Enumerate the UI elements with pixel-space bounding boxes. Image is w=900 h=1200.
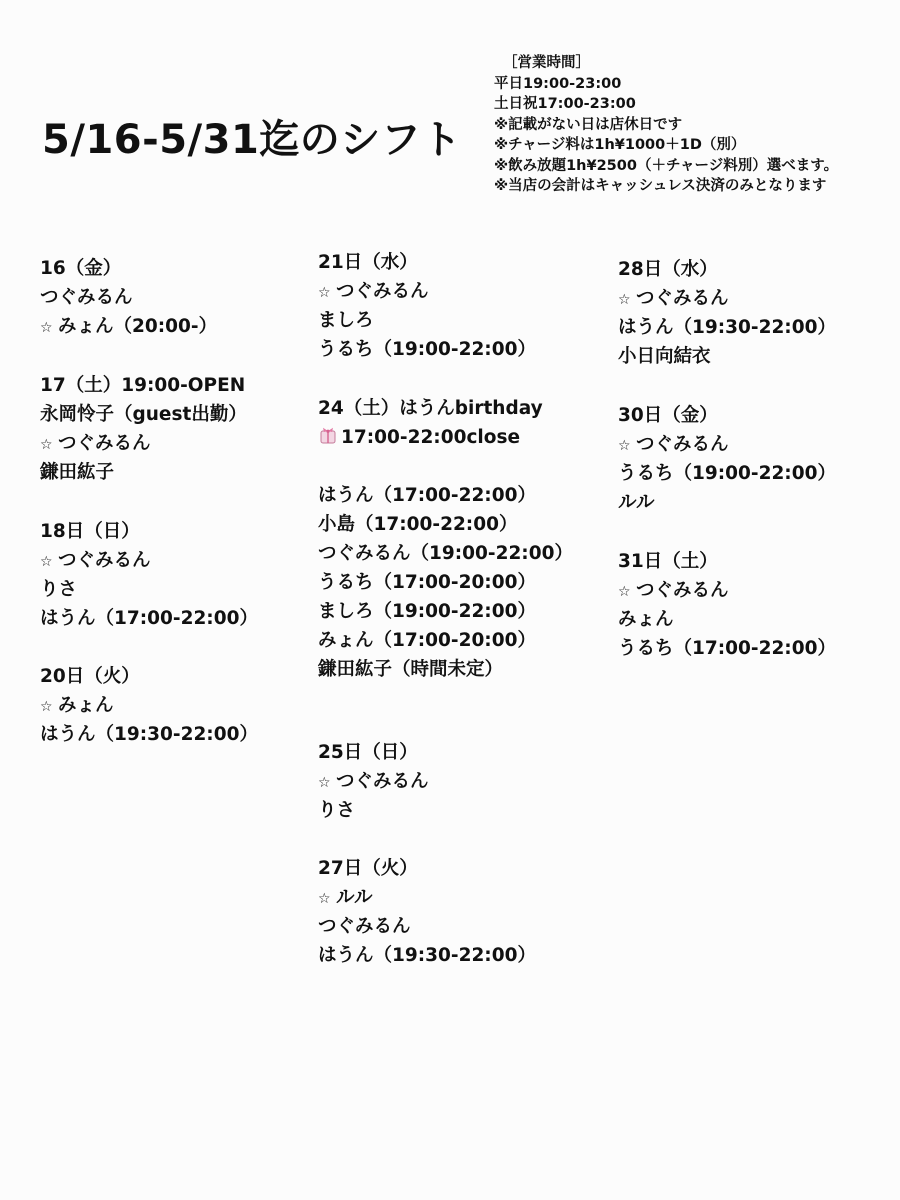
staff-entry — [318, 335, 536, 364]
staff-entry — [618, 342, 836, 371]
staff-entry — [618, 634, 836, 663]
staff-entry — [318, 626, 573, 655]
star-icon: ☆ — [318, 285, 331, 301]
staff-name: 小島（17:00-22:00） — [318, 514, 518, 535]
day-header: 21日（水） — [318, 252, 418, 273]
charge-note: ※チャージ料は1h¥1000＋1D（別） — [494, 137, 746, 153]
staff-entry — [40, 283, 217, 312]
staff-name: つぐみるん — [58, 550, 151, 571]
staff-entry — [318, 539, 573, 568]
staff-entry — [318, 306, 536, 335]
staff-entry — [40, 429, 247, 458]
staff-name: つぐみるん（19:00-22:00） — [318, 543, 573, 564]
day-block-21 — [318, 248, 536, 364]
staff-name: つぐみるん — [636, 580, 729, 601]
staff-entry — [318, 481, 573, 510]
business-hours-heading: ［営業時間］ — [503, 55, 590, 71]
day-block-18 — [40, 517, 258, 633]
staff-entry — [40, 312, 217, 341]
staff-name: つぐみるん — [318, 916, 411, 937]
staff-entry — [40, 458, 247, 487]
staff-entry — [318, 277, 536, 306]
staff-name: 鎌田紘子 — [40, 462, 115, 483]
staff-name: つぐみるん — [40, 287, 133, 308]
staff-entry — [618, 605, 836, 634]
day-header: 17（土）19:00-OPEN — [40, 375, 246, 396]
staff-entry — [318, 510, 573, 539]
staff-entry — [40, 604, 258, 633]
staff-name: はうん（17:00-22:00） — [40, 608, 258, 629]
day-block-16 — [40, 254, 217, 341]
staff-name: つぐみるん — [336, 281, 429, 302]
staff-name: 永岡怜子（guest出勤） — [40, 404, 247, 425]
star-icon: ☆ — [40, 699, 53, 715]
blank-line — [318, 452, 573, 481]
page-title: 5/16-5/31迄のシフト — [42, 117, 462, 163]
staff-name: はうん（19:30-22:00） — [40, 724, 258, 745]
staff-entry — [318, 796, 429, 825]
day-header: 25日（日） — [318, 742, 418, 763]
staff-entry — [318, 883, 536, 912]
star-icon: ☆ — [618, 292, 631, 308]
star-icon: ☆ — [318, 891, 331, 907]
staff-entry — [618, 284, 836, 313]
day-header: 16（金） — [40, 258, 122, 279]
business-hours-info — [494, 53, 838, 197]
day-header: 18日（日） — [40, 521, 140, 542]
day-header: 24（土）はうんbirthday — [318, 398, 543, 419]
staff-name: ましろ — [318, 310, 374, 331]
staff-entry — [318, 767, 429, 796]
staff-name: りさ — [40, 579, 78, 600]
staff-name: つぐみるん — [336, 771, 429, 792]
day-header: 31日（土） — [618, 551, 718, 572]
day-block-25 — [318, 738, 429, 825]
closed-day-note: ※記載がない日は店休日です — [494, 116, 683, 133]
staff-name: うるち（19:00-22:00） — [618, 463, 836, 484]
staff-name: うるち（17:00-22:00） — [618, 638, 836, 659]
staff-name: うるち（17:00-20:00） — [318, 572, 536, 593]
staff-entry — [318, 912, 536, 941]
staff-name: りさ — [318, 800, 356, 821]
staff-entry — [40, 720, 258, 749]
staff-name: みょん — [58, 695, 114, 716]
day-header: 28日（水） — [618, 259, 718, 280]
day-header: 20日（火） — [40, 666, 140, 687]
staff-name: うるち（19:00-22:00） — [318, 339, 536, 360]
staff-entry — [40, 400, 247, 429]
star-icon: ☆ — [618, 438, 631, 454]
cashless-note: ※当店の会計はキャッシュレス決済のみとなります — [494, 178, 827, 194]
weekday-hours: 平日19:00-23:00 — [494, 75, 622, 92]
staff-name: はうん（17:00-22:00） — [318, 485, 536, 506]
staff-name: つぐみるん — [636, 434, 729, 455]
day-block-24 — [318, 394, 573, 684]
star-icon: ☆ — [40, 320, 53, 336]
staff-name: 小日向結衣 — [618, 346, 711, 367]
staff-entry — [318, 941, 536, 970]
ribbon-icon — [318, 427, 338, 445]
day-note-text: 17:00-22:00close — [341, 427, 521, 448]
staff-name: つぐみるん — [636, 288, 729, 309]
staff-entry — [618, 313, 836, 342]
staff-name: はうん（19:30-22:00） — [318, 945, 536, 966]
day-block-17 — [40, 371, 247, 487]
staff-name: みょん — [618, 609, 674, 630]
weekend-holiday-hours: 土日祝17:00-23:00 — [494, 96, 636, 112]
staff-entry — [318, 597, 573, 626]
staff-name: 鎌田紘子（時間未定） — [318, 659, 504, 680]
day-note — [318, 423, 573, 452]
star-icon: ☆ — [40, 437, 53, 453]
staff-entry — [618, 459, 836, 488]
day-block-30 — [618, 401, 836, 517]
day-block-20 — [40, 662, 258, 749]
star-icon: ☆ — [40, 554, 53, 570]
staff-name: みょん（20:00-） — [58, 316, 218, 337]
staff-entry — [40, 546, 258, 575]
day-block-27 — [318, 854, 536, 970]
staff-name: ましろ（19:00-22:00） — [318, 601, 536, 622]
staff-entry — [318, 568, 573, 597]
day-block-28 — [618, 255, 836, 371]
staff-entry — [618, 576, 836, 605]
staff-entry — [40, 575, 258, 604]
star-icon: ☆ — [618, 584, 631, 600]
day-block-31 — [618, 547, 836, 663]
staff-entry — [618, 488, 836, 517]
all-you-can-drink-note: ※飲み放題1h¥2500（＋チャージ料別）選べます。 — [494, 157, 839, 174]
staff-entry — [318, 655, 573, 684]
day-header: 30日（金） — [618, 405, 718, 426]
star-icon: ☆ — [318, 775, 331, 791]
staff-name: ルル — [618, 492, 655, 513]
staff-name: はうん（19:30-22:00） — [618, 317, 836, 338]
staff-name: ルル — [336, 887, 373, 908]
day-header: 27日（火） — [318, 858, 418, 879]
staff-name: つぐみるん — [58, 433, 151, 454]
staff-entry — [618, 430, 836, 459]
staff-name: みょん（17:00-20:00） — [318, 630, 536, 651]
staff-entry — [40, 691, 258, 720]
